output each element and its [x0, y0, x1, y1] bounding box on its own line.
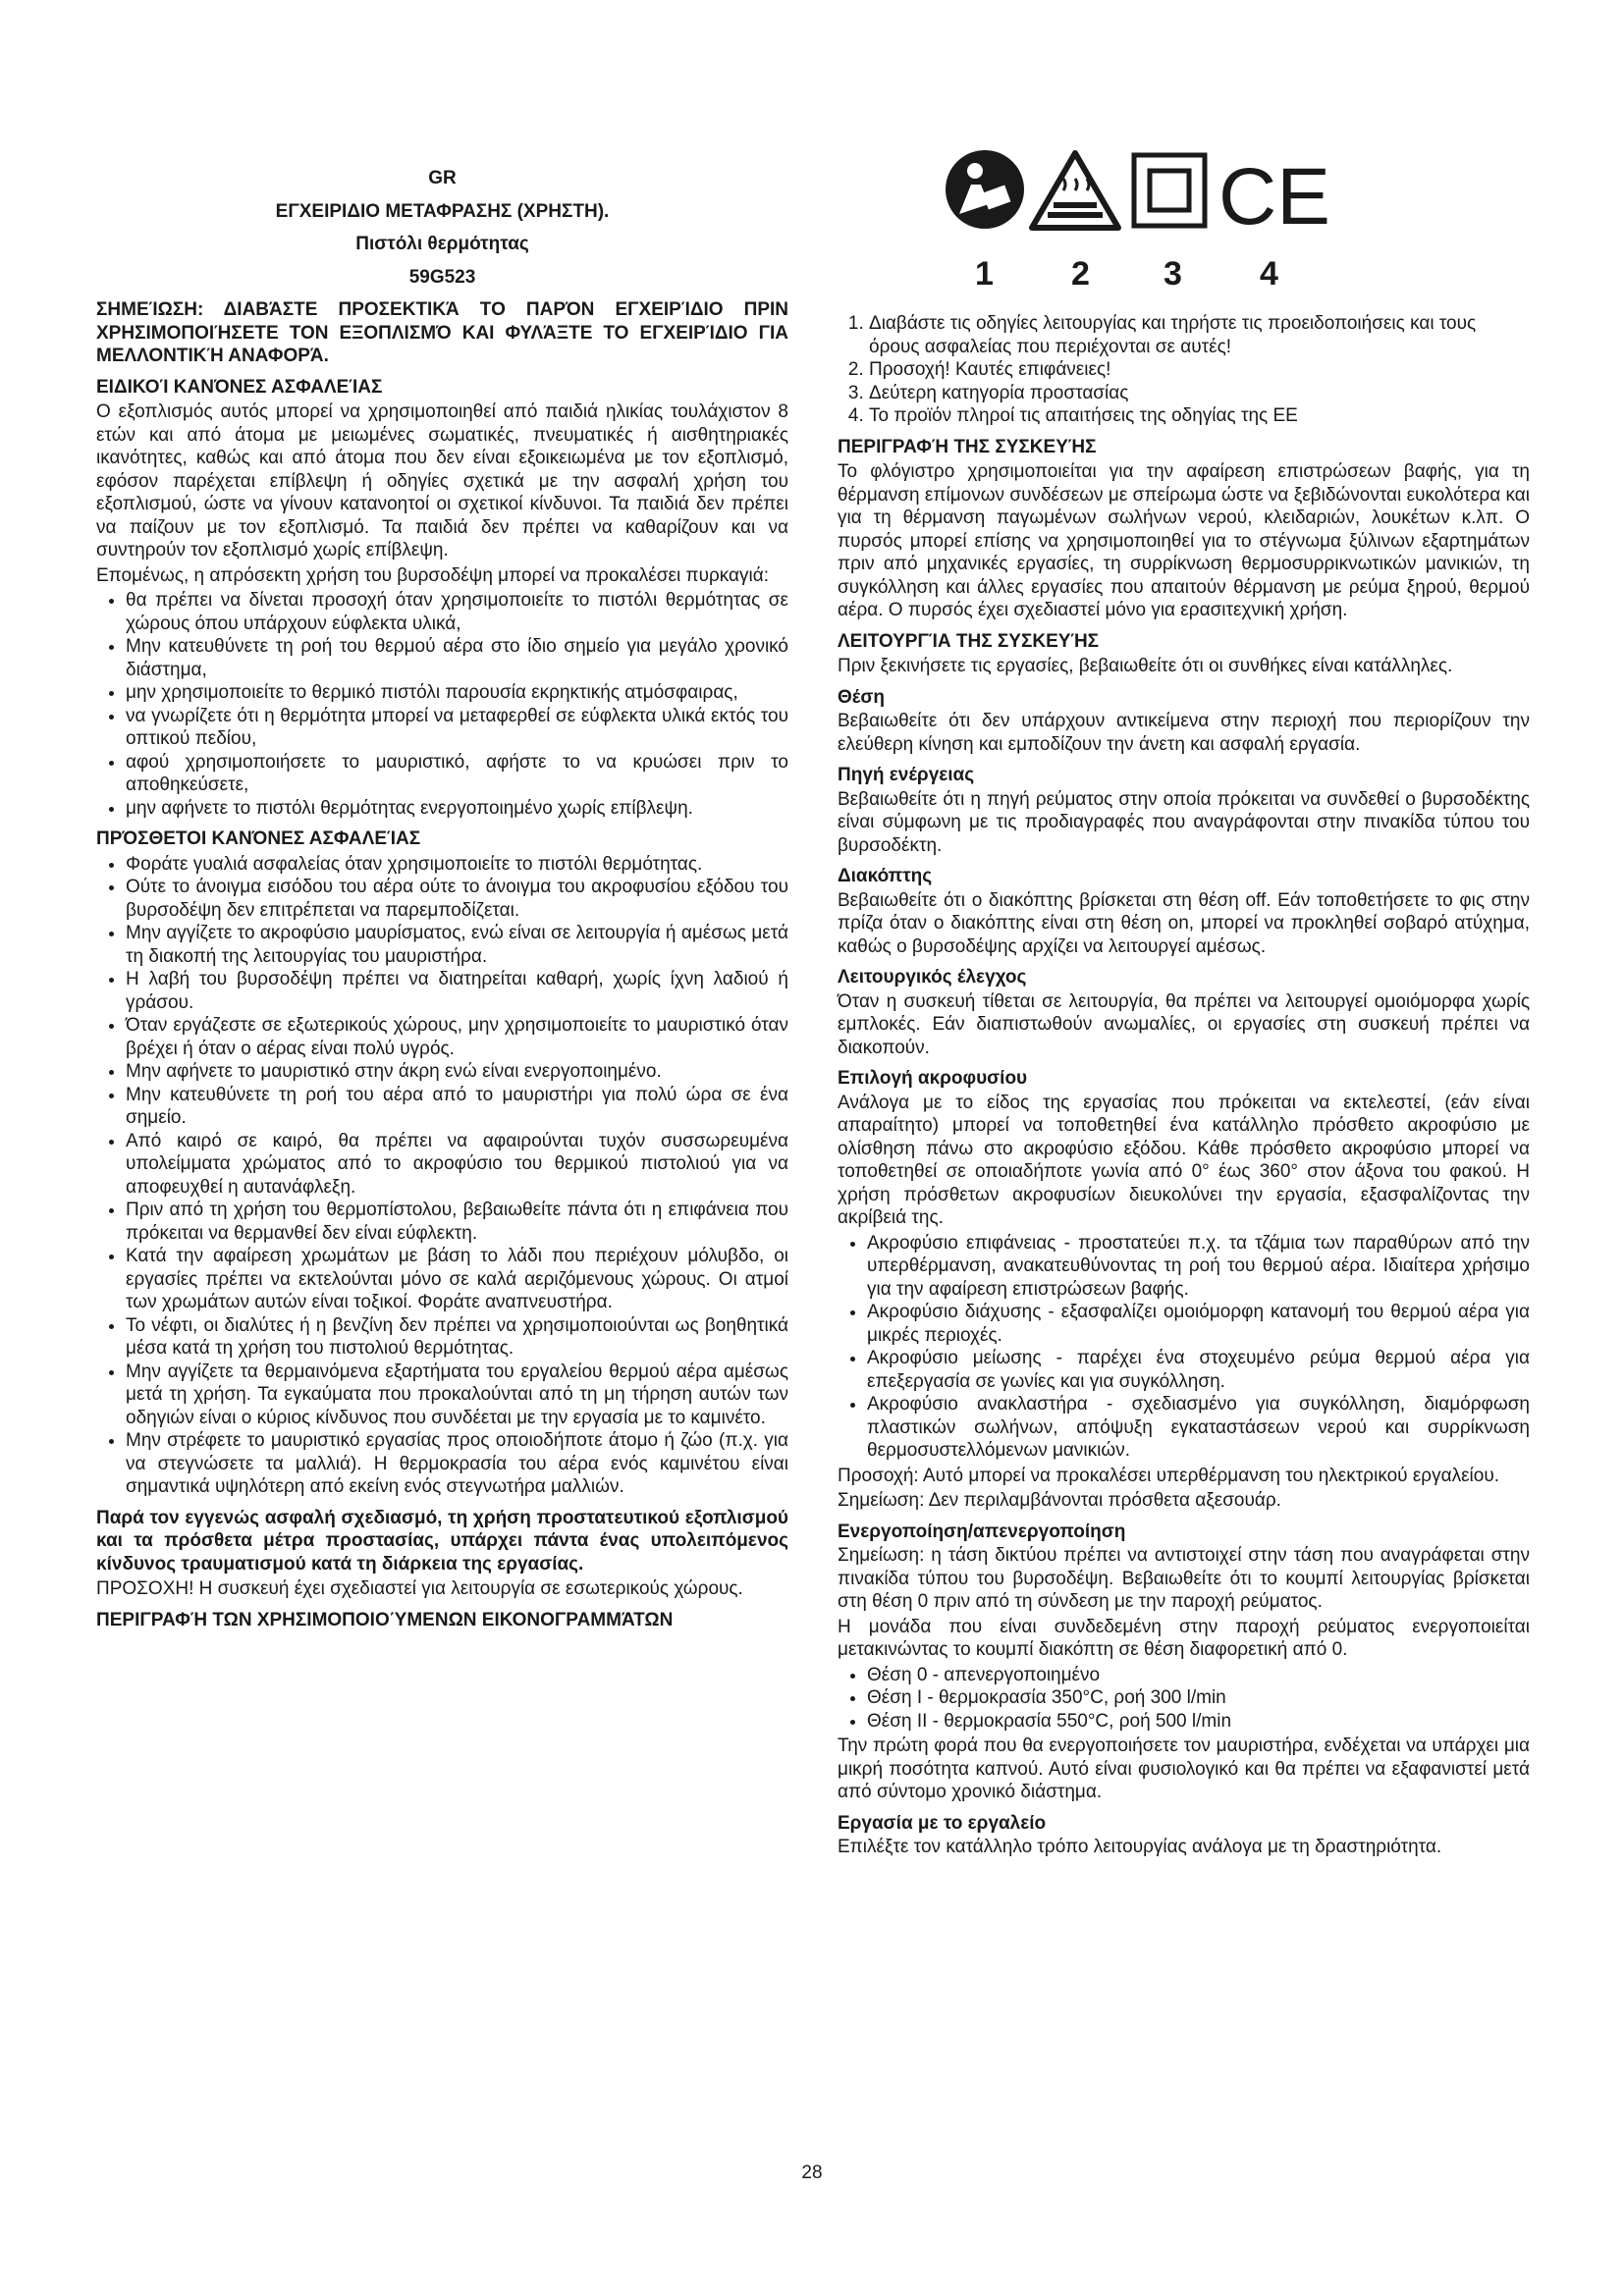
- icon-legend-list: [838, 312, 1530, 428]
- function-check-heading: Λειτουργικός έλεγχος: [838, 967, 1027, 988]
- icons-description-heading: ΠΕΡΙΓΡΑΦΉ ΤΩΝ ΧΡΗΣΙΜΟΠΟΙΟΎΜΕΝΩΝ ΕΙΚΟΝΟΓΡΑΜΜΆΤΩΝ: [96, 1609, 674, 1630]
- power-source-heading: Πηγή ενέργειας: [838, 765, 975, 785]
- ce-mark-text: CE: [1218, 152, 1330, 241]
- list-item: 1. Διαβάστε τις οδηγίες λειτουργίας και τηρήστε τις προειδοποιήσεις και τους όρους ασφαλείας που περιέχονται σε αυτές!: [869, 312, 1530, 358]
- icon-number-2: 2: [1071, 255, 1090, 293]
- on-off-text-2: Η μονάδα που είναι συνδεδεμένη στην παροχή ρεύματος ενεργοποιείται μετακινώντας το κουμπί διακόπτη σε θέση διαφορετική από 0.: [838, 1616, 1530, 1660]
- icon-number-4: 4: [1260, 255, 1278, 293]
- list-item: • αφού χρησιμοποιήσετε το μαυριστικό, αφήστε το να κρυώσει πριν το αποθηκεύσετε,: [126, 751, 788, 797]
- pictogram-row: [938, 145, 1330, 293]
- page-number: 28: [801, 2163, 823, 2183]
- safety-paragraph-1: Ο εξοπλισμός αυτός μπορεί να χρησιμοποιηθεί από παιδιά ηλικίας τουλάχιστον 8 ετών και από άτομα με μειωμένες σωματικές, πνευματικές ή αισθητηριακές ικανότητες, καθώς και από άτομα που δεν είναι εξοικειωμένα με τον εξοπλισμό, εφόσον παρέχεται επίβλεψη ή οδηγίες σχετικά με την ασφαλή χρήση του εξοπλισμού, ώστε να γίνουν κατανοητοί οι σχετικοί κίνδυνοι. Τα παιδιά δεν πρέπει να παίζουν με τον εξοπλισμό. Τα παιδιά δεν πρέπει να καθαρίζουν και να συντηρούν τον εξοπλισμό χωρίς επίβλεψη.: [96, 401, 788, 561]
- safety-rules-heading: ΕΙΔΙΚΟΊ ΚΑΝΌΝΕΣ ΑΣΦΑΛΕΊΑΣ: [96, 376, 383, 398]
- working-text: Επιλέξτε τον κατάλληλο τρόπο λειτουργίας ανάλογα με τη δραστηριότητα.: [838, 1837, 1442, 1857]
- safety-paragraph-2: Επομένως, η απρόσεκτη χρήση του βυρσοδέψη μπορεί να προκαλέσει πυρκαγιά:: [96, 564, 770, 586]
- accessories-note: Σημείωση: Δεν περιλαμβάνονται πρόσθετα αξεσουάρ.: [838, 1490, 1281, 1511]
- read-manual-notice: ΣΗΜΕΊΩΣΗ: ΔΙΑΒΆΣΤΕ ΠΡΟΣΕΚΤΙΚΆ ΤΟ ΠΑΡΌΝ ΕΓΧΕΙΡΊΔΙΟ ΠΡΙΝ ΧΡΗΣΙΜΟΠΟΙΉΣΕΤΕ ΤΟΝ ΕΞΟΠΛΙΣΜΌ ΚΑΙ ΦΥΛΆΞΤΕ ΤΟ ΕΓΧΕΙΡΊΔΙΟ ΓΙΑ ΜΕΛΛΟΝΤΙΚΉ ΑΝΑΦΟΡΆ.: [96, 299, 788, 366]
- list-item: • Μην αγγίζετε το ακροφύσιο μαυρίσματος, ενώ είναι σε λειτουργία ή αμέσως μετά τη διακοπή της λειτουργίας του μαυριστήρα.: [126, 922, 788, 968]
- list-item: • Ακροφύσιο διάχυσης - εξασφαλίζει ομοιόμορφη κατανομή του θερμού αέρα για μικρές περιοχές.: [867, 1301, 1530, 1347]
- list-item: • Φοράτε γυαλιά ασφαλείας όταν χρησιμοποιείτε το πιστόλι θερμότητας.: [126, 853, 788, 877]
- pictograms: [938, 145, 1330, 253]
- list-item: • Θέση II - θερμοκρασία 550°C, ροή 500 l/min: [867, 1710, 1530, 1734]
- on-off-text-3: Την πρώτη φορά που θα ενεργοποιήσετε τον μαυριστήρα, ενδέχεται να υπάρχει μια μικρή ποσότητα καπνού. Αυτό είναι φυσιολογικό και θα πρέπει να εξαφανιστεί μετά από σύντομο χρονικό διάστημα.: [838, 1735, 1530, 1802]
- position-heading: Θέση: [838, 686, 885, 708]
- working-heading: Εργασία με το εργαλείο: [838, 1812, 1047, 1834]
- list-item: 2. Προσοχή! Καυτές επιφάνειες!: [869, 358, 1530, 382]
- list-item: • Πριν από τη χρήση του θερμοπίστολου, βεβαιωθείτε πάντα ότι η επιφάνεια που πρόκειται να θερμανθεί δεν είναι εύφλεκτη.: [126, 1199, 788, 1245]
- on-off-heading: Ενεργοποίηση/απενεργοποίηση: [838, 1521, 1126, 1542]
- list-item: 4. Το προϊόν πληροί τις απαιτήσεις της οδηγίας της ΕΕ: [869, 404, 1530, 428]
- switch-positions-list: [838, 1664, 1530, 1734]
- document-header: [96, 167, 788, 289]
- list-item: • Μην κατευθύνετε τη ροή του αέρα από το μαυριστήρι για πολύ ώρα σε ένα σημείο.: [126, 1084, 788, 1130]
- list-item: 3. Δεύτερη κατηγορία προστασίας: [869, 382, 1530, 405]
- list-item: • Ακροφύσιο ανακλαστήρα - σχεδιασμένο για συγκόλληση, διαμόρφωση πλαστικών σωλήνων, απόψυξη εγκαταστάσεων νερού και συρρίκνωση θερμοσυστελλόμενων μανικιών.: [867, 1393, 1530, 1463]
- read-manual-icon: [946, 150, 1024, 229]
- position-text: Βεβαιωθείτε ότι δεν υπάρχουν αντικείμενα στην περιοχή που περιορίζουν την ελεύθερη κίνηση και εμποδίζουν την άνετη και ασφαλή εργασία.: [838, 711, 1530, 755]
- right-column: [838, 312, 1530, 1861]
- icon-number-3: 3: [1164, 255, 1182, 293]
- list-item: • Ακροφύσιο μείωσης - παρέχει ένα στοχευμένο ρεύμα θερμού αέρα για επεξεργασία σε γωνίες και για συγκόλληση.: [867, 1347, 1530, 1393]
- list-item: • Μην αγγίζετε τα θερμαινόμενα εξαρτήματα του εργαλείου θερμού αέρα αμέσως μετά τη χρήση. Τα εγκαύματα που προκαλούνται από τη μη τήρηση αυτών των οδηγιών είναι ο κύριος κίνδυνος που συνδέεται με την εργασία με το καμινέτο.: [126, 1361, 788, 1430]
- nozzle-list: [838, 1232, 1530, 1463]
- device-description: Το φλόγιστρο χρησιμοποιείται για την αφαίρεση επιστρώσεων βαφής, για τη θέρμανση επίμονων συνδέσεων με σπείρωμα ώστε να ξεβιδώνονται ευκολότερα και για τη θέρμανση παγωμένων σωλήνων νερού, κλειδαριών, λουκέτων κ.λπ. Ο πυρσός μπορεί επίσης να χρησιμοποιηθεί για το στέγνωμα ξύλινων εξαρτημάτων πριν από μηχανικές εργασίες, τη συρρίκνωση θερμοσυρρικνωτικών μανικιών, τη συγκόλληση και άλλες εργασίες που απαιτούν θέρμανση με ρεύμα ξηρού, θερμού αέρα. Ο πυρσός έχει σχεδιαστεί μόνο για ερασιτεχνική χρήση.: [838, 461, 1530, 620]
- switch-text: Βεβαιωθείτε ότι ο διακόπτης βρίσκεται στη θέση off. Εάν τοποθετήσετε το φις στην πρίζα όταν ο διακόπτης είναι στη θέση on, μπορεί να προκληθεί σοβαρό ατύχημα, καθώς ο βυρσοδέψης αρχίζει να λειτουργεί αμέσως.: [838, 889, 1530, 957]
- indoor-caution: ΠΡΟΣΟΧΗ! Η συσκευή έχει σχεδιαστεί για λειτουργία σε εσωτερικούς χώρους.: [96, 1578, 743, 1599]
- list-item: • Μην κατευθύνετε τη ροή του θερμού αέρα στο ίδιο σημείο για μεγάλο χρονικό διάστημα,: [126, 635, 788, 681]
- function-check-text: Όταν η συσκευή τίθεται σε λειτουργία, θα πρέπει να λειτουργεί ομοιόμορφα χωρίς εμπλοκές. Εάν διαπιστωθούν ανωμαλίες, οι εργασίες στη συσκευή πρέπει να διακοπούν.: [838, 990, 1530, 1058]
- list-item: • Θέση I - θερμοκρασία 350°C, ροή 300 l/min: [867, 1686, 1530, 1710]
- model-number: 59G523: [408, 266, 476, 288]
- list-item: • Ακροφύσιο επιφάνειας - προστατεύει π.χ. τα τζάμια των παραθύρων από την υπερθέρμανση, ανακατευθύνοντας τη ροή του θερμού αέρα. Ιδιαίτερα χρήσιμο για την αφαίρεση επιστρώσεων βαφής.: [867, 1232, 1530, 1302]
- list-item: • Κατά την αφαίρεση χρωμάτων με βάση το λάδι που περιέχουν μόλυβδο, οι εργασίες πρέπει να εκτελούνται μόνο σε καλά αεριζόμενους χώρους. Οι ατμοί των χρωμάτων αυτών είναι τοξικοί. Φοράτε αναπνευστήρα.: [126, 1245, 788, 1314]
- list-item: • Μην στρέφετε το μαυριστικό εργασίας προς οποιοδήποτε άτομο ή ζώο (π.χ. για να στεγνώσετε τα μαλλιά). Η θερμοκρασία του αέρα ενός καμινέτου είναι σημαντικά υψηλότερη από εκείνη ενός στεγνωτήρα μαλλιών.: [126, 1429, 788, 1499]
- product-name: Πιστόλι θερμότητας: [355, 234, 529, 254]
- language-code: GR: [428, 168, 457, 188]
- list-item: • μην χρησιμοποιείτε το θερμικό πιστόλι παρουσία εκρηκτικής ατμόσφαιρας,: [126, 681, 788, 705]
- icon-number-1: 1: [975, 255, 994, 293]
- list-item: • να γνωρίζετε ότι η θερμότητα μπορεί να μεταφερθεί σε εύφλεκτα υλικά εκτός του οπτικού πεδίου,: [126, 705, 788, 751]
- nozzle-selection-text: Ανάλογα με το είδος της εργασίας που πρόκειται να εκτελεστεί, (εάν είναι απαραίτητο) μπορεί να τοποθετηθεί ένα κατάλληλο πρόσθετο ακροφύσιο με ολίσθηση πάνω στο ακροφύσιο εξόδου. Κάθε πρόσθετο ακροφύσιο μπορεί να τοποθετηθεί σε οποιαδήποτε γωνία από 0° έως 360° στον άξονα του φακού. Η χρήση πρόσθετων ακροφυσίων διευκολύνει την εργασία, εξασφαλίζοντας την ακρίβειά της.: [838, 1092, 1530, 1228]
- list-item: • Όταν εργάζεστε σε εξωτερικούς χώρους, μην χρησιμοποιείτε το μαυριστικό όταν βρέχει ή όταν ο αέρας είναι πολύ υγρός.: [126, 1014, 788, 1060]
- manual-title: ΕΓΧΕΙΡΙΔΙΟ ΜΕΤΑΦΡΑΣΗΣ (ΧΡΗΣΤΗ).: [275, 200, 610, 222]
- device-operation-text: Πριν ξεκινήσετε τις εργασίες, βεβαιωθείτε ότι οι συνθήκες είναι κατάλληλες.: [838, 656, 1453, 676]
- device-description-heading: ΠΕΡΙΓΡΑΦΉ ΤΗΣ ΣΥΣΚΕΥΉΣ: [838, 436, 1097, 457]
- switch-heading: Διακόπτης: [838, 866, 933, 886]
- list-item: • μην αφήνετε το πιστόλι θερμότητας ενεργοποιημένο χωρίς επίβλεψη.: [126, 797, 788, 821]
- extra-safety-list: [96, 853, 788, 1499]
- list-item: • Από καιρό σε καιρό, θα πρέπει να αφαιρούνται τυχόν συσσωρευμένα υπολείμματα χρώματος από το ακροφύσιο του θερμικού πιστολιού για να αποφευχθεί η αυτανάφλεξη.: [126, 1130, 788, 1200]
- overheat-warning: Προσοχή: Αυτό μπορεί να προκαλέσει υπερθέρμανση του ηλεκτρικού εργαλείου.: [838, 1465, 1500, 1486]
- list-item: • Το νέφτι, οι διαλύτες ή η βενζίνη δεν πρέπει να χρησιμοποιούνται ως βοηθητικά μέσα κατά τη χρήση του πιστολιού θερμότητας.: [126, 1314, 788, 1361]
- residual-risk-note: Παρά τον εγγενώς ασφαλή σχεδιασμό, τη χρήση προστατευτικού εξοπλισμού και τα πρόσθετα μέτρα προστασίας, υπάρχει πάντα ένας υπολειπόμενος κίνδυνος τραυματισμού κατά τη διάρκεια της εργασίας.: [96, 1507, 788, 1575]
- safety-list: [96, 589, 788, 820]
- hot-surface-icon: [1032, 153, 1118, 228]
- left-column: [96, 167, 788, 1633]
- extra-safety-heading: ΠΡΌΣΘΕΤΟΙ ΚΑΝΌΝΕΣ ΑΣΦΑΛΕΊΑΣ: [96, 828, 421, 849]
- list-item: • Ούτε το άνοιγμα εισόδου του αέρα ούτε το άνοιγμα του ακροφυσίου εξόδου του βυρσοδέψη δεν επιτρέπεται να παρεμποδίζεται.: [126, 876, 788, 922]
- list-item: • Θέση 0 - απενεργοποιημένο: [867, 1664, 1530, 1687]
- class-ii-icon: [1134, 155, 1205, 226]
- power-source-text: Βεβαιωθείτε ότι η πηγή ρεύματος στην οποία πρόκειται να συνδεθεί ο βυρσοδέκτης είναι σύμφωνη με τις προδιαγραφές που αναγράφονται στην πινακίδα τύπου του βυρσοδέκτη.: [838, 788, 1530, 856]
- list-item: • θα πρέπει να δίνεται προσοχή όταν χρησιμοποιείτε το πιστόλι θερμότητας σε χώρους όπου υπάρχουν εύφλεκτα υλικά,: [126, 589, 788, 635]
- list-item: • Μην αφήνετε το μαυριστικό στην άκρη ενώ είναι ενεργοποιημένο.: [126, 1060, 788, 1084]
- nozzle-selection-heading: Επιλογή ακροφυσίου: [838, 1068, 1028, 1089]
- on-off-text-1: Σημείωση: η τάση δικτύου πρέπει να αντιστοιχεί στην τάση που αναγράφεται στην πινακίδα τύπου του βυρσοδέψη. Βεβαιωθείτε ότι το κουμπί λειτουργίας βρίσκεται στη θέση 0 πριν από τη σύνδεση με την παροχή ρεύματος.: [838, 1545, 1530, 1612]
- ce-mark-icon: [1218, 152, 1330, 241]
- device-operation-heading: ΛΕΙΤΟΥΡΓΊΑ ΤΗΣ ΣΥΣΚΕΥΉΣ: [838, 630, 1100, 652]
- list-item: • Η λαβή του βυρσοδέψη πρέπει να διατηρείται καθαρή, χωρίς ίχνη λαδιού ή γράσου.: [126, 968, 788, 1014]
